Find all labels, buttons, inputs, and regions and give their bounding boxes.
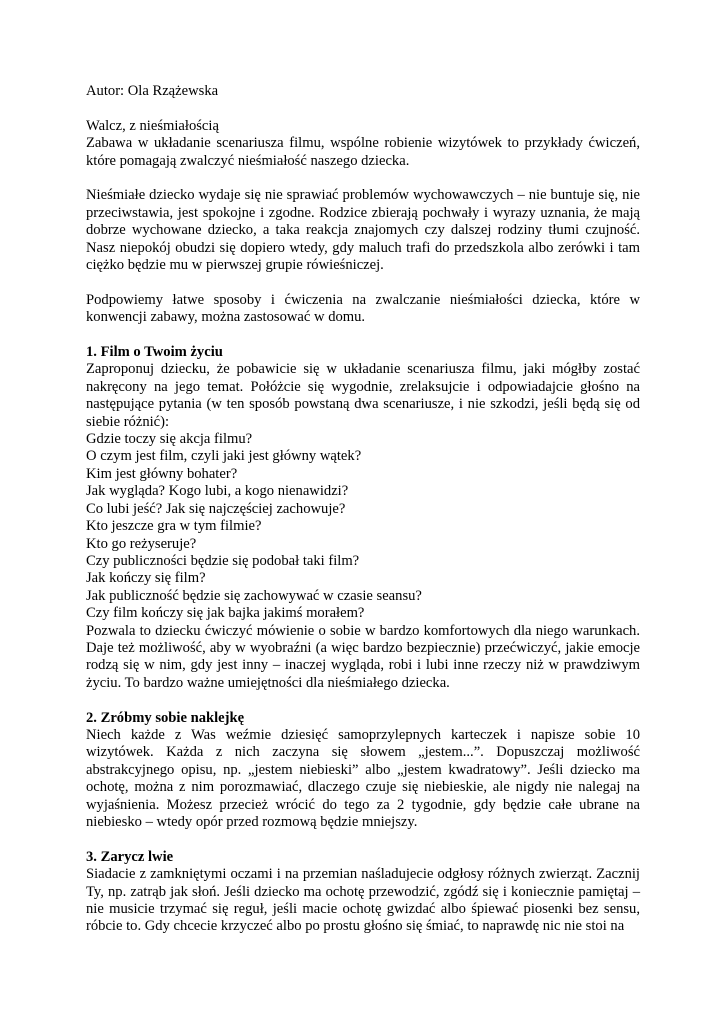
article-title: Walcz, z nieśmiałością [86, 117, 219, 134]
question-item: Jak kończy się film? [86, 570, 206, 587]
question-item: Co lubi jeść? Jak się najczęściej zachowuje? [86, 500, 346, 517]
question-item: O czym jest film, czyli jaki jest główny wątek? [86, 448, 362, 465]
question-list [86, 431, 640, 622]
question-item: Czy film kończy się jak bajka jakimś morałem? [86, 605, 365, 622]
intro-paragraph-1: Nieśmiałe dziecko wydaje się nie sprawiać problemów wychowawczych – nie buntuje się, nie przeciwstawia, jest spokojne i zgodne. Rodzice zbierają pochwały i wyrazy uznania, że mają dobrze wychowane dziecko, a taka reakcja znajomych czy dalszej rodziny tłumi czujność. Nasz niepokój obudzi się dopiero wtedy, gdy maluch trafi do przedszkola albo zerówki i tam ciężko będzie mu w pierwszej grupie rówieśniczej. [86, 187, 640, 274]
section-3-text: Siadacie z zamkniętymi oczami i na przemian naśladujecie odgłosy różnych zwierząt. Zacznij Ty, np. zatrąb jak słoń. Jeśli dziecko ma ochotę przewodzić, zgódź się i koniecznie pamiętaj – nie musicie trzymać się reguł, jeśli macie ochotę gwizdać albo śpiewać piosenki bez sensu, róbcie to. Gdy chcecie krzyczeć albo po prostu głośno się śmiać, to naprawdę nic nie stoi na [86, 866, 640, 935]
lead-paragraph: Zabawa w układanie scenariusza filmu, wspólne robienie wizytówek to przykłady ćwiczeń, które pomagają zwalczyć nieśmiałość naszego dziecka. [86, 135, 640, 169]
question-item: Gdzie toczy się akcja filmu? [86, 431, 253, 448]
question-item: Kto jeszcze gra w tym filmie? [86, 518, 262, 535]
intro-paragraph-2: Podpowiemy łatwe sposoby i ćwiczenia na zwalczanie nieśmiałości dziecka, które w konwencji zabawy, można zastosować w domu. [86, 291, 640, 326]
section-1-outro: Pozwala to dziecku ćwiczyć mówienie o sobie w bardzo komfortowych dla niego warunkach. Daje też możliwość, aby w wyobraźni (a więc bardzo bezpiecznie) przećwiczyć, jakie emocje rodzą się w nim, gdy jest inny – inaczej wygląda, robi i lubi inne rzeczy niż w prawdziwym życiu. To bardzo ważne umiejętności dla nieśmiałego dziecka. [86, 622, 640, 691]
question-item: Kto go reżyseruje? [86, 535, 197, 552]
section-1-heading: 1. Film o Twoim życiu [86, 344, 223, 361]
section-2-text: Niech każde z Was weźmie dziesięć samoprzylepnych karteczek i napisze sobie 10 wizytówek. Każda z nich zaczyna się słowem „jestem...”. Dopuszczaj możliwość abstrakcyjnego opisu, np. „jestem niebieski” albo „jestem kwadratowy”. Jeśli dziecko ma ochotę, można z nim porozmawiać, dlaczego czuje się niebieskie, ale nigdy nie nalegaj na wyjaśnienia. Możesz przecież wrócić do tego za 2 tygodnie, gdy będzie całe ubrane na niebiesko – wtedy opór przed rozmową będzie mniejszy. [86, 726, 640, 830]
section-3-heading: 3. Zarycz lwie [86, 848, 174, 865]
section-1-text: Zaproponuj dziecku, że pobawicie się w układanie scenariusza filmu, jaki mógłby zostać nakręcony na jego temat. Połóżcie się wygodnie, zrelaksujcie i odpowiadajcie głośno na następujące pytania (w ten sposób powstaną dwa scenariusze, i nie szkodzi, jeśli będą się od siebie różnić): [86, 361, 640, 430]
question-item: Kim jest główny bohater? [86, 465, 238, 482]
author-line: Autor: Ola Rzążewska [86, 83, 219, 99]
question-item: Czy publiczności będzie się podobał taki film? [86, 552, 360, 569]
question-item: Jak publiczność będzie się zachowywać w czasie seansu? [86, 587, 422, 604]
question-item: Jak wygląda? Kogo lubi, a kogo nienawidzi? [86, 483, 349, 500]
document-page [86, 83, 640, 936]
section-2-heading: 2. Zróbmy sobie naklejkę [86, 709, 245, 726]
